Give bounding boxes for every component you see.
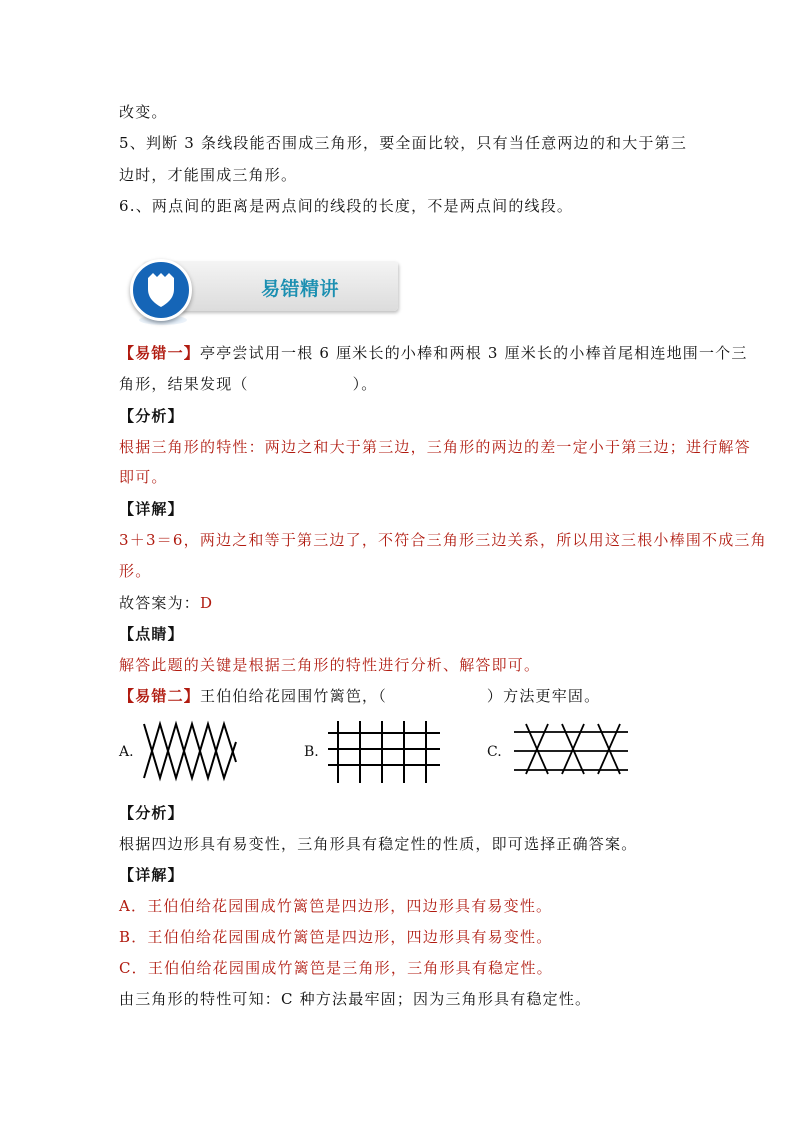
q1-text-2a: 角形，结果发现（	[119, 375, 249, 393]
q1-analysis-1: 根据三角形的特性：两边之和大于第三边，三角形的两边的差一定小于第三边；进行解答	[119, 438, 751, 456]
q1-answer: D	[200, 594, 214, 612]
q2-detail-a: A．王伯伯给花园围成竹篱笆是四边形，四边形具有易变性。	[119, 897, 553, 915]
q2-analysis-tag: 【分析】	[119, 804, 184, 822]
q1-detail-2: 形。	[119, 562, 152, 580]
q1-detail-1: 3＋3＝6，两边之和等于第三边了，不符合三角形三边关系，所以用这三根小棒围不成三角	[119, 531, 767, 549]
q2-line-1	[119, 686, 600, 706]
q1-detail-tag: 【详解】	[119, 500, 184, 518]
text-line-2: 5、判断 3 条线段能否围成三角形，要全面比较，只有当任意两边的和大于第三	[119, 134, 688, 152]
q2-detail-c: C．王伯伯给花园围成竹篱笆是三角形，三角形具有稳定性。	[119, 959, 553, 977]
fence-figure-c	[512, 720, 630, 776]
q1-analysis-tag: 【分析】	[119, 407, 184, 425]
option-b-label: B.	[304, 744, 319, 760]
q1-text-2b: ）。	[352, 375, 378, 393]
text-line-1: 改变。	[119, 103, 168, 121]
banner-title: 易错精讲	[261, 278, 340, 300]
q2-detail-b: B．王伯伯给花园围成竹篱笆是四边形，四边形具有易变性。	[119, 928, 553, 946]
option-a-label: A.	[119, 744, 134, 760]
fence-figure-b	[326, 719, 442, 785]
q2-text-b: ）方法更牢固。	[486, 687, 601, 705]
text-line-3: 边时，才能围成三角形。	[119, 166, 298, 184]
q2-detail-tag: 【详解】	[119, 866, 184, 884]
q2-text-a: 王伯伯给花园围竹篱笆，（	[200, 687, 387, 705]
text-line-4: 6.、两点间的距离是两点间的线段的长度，不是两点间的线段。	[119, 197, 574, 215]
q2-conclusion: 由三角形的特性可知：C 种方法最牢固；因为三角形具有稳定性。	[119, 990, 592, 1008]
section-banner	[121, 257, 401, 323]
q1-line-2	[119, 374, 378, 394]
q1-analysis-2: 即可。	[119, 468, 168, 486]
option-c-label: C.	[487, 744, 502, 760]
q1-answer-label: 故答案为：	[119, 594, 201, 612]
shield-icon	[133, 262, 189, 318]
q1-point: 解答此题的关键是根据三角形的特性进行分析、解答即可。	[119, 656, 541, 674]
shield-badge	[130, 259, 192, 321]
q1-text-1: 亭亭尝试用一根 6 厘米长的小棒和两根 3 厘米长的小棒首尾相连地围一个三	[200, 344, 748, 362]
fence-figure-a	[140, 722, 240, 780]
q1-line-1	[119, 343, 748, 363]
q1-tag: 【易错一】	[119, 344, 201, 362]
q1-answer-line	[119, 593, 213, 613]
q2-tag: 【易错二】	[119, 687, 201, 705]
q2-analysis: 根据四边形具有易变性，三角形具有稳定性的性质，即可选择正确答案。	[119, 835, 638, 853]
q1-point-tag: 【点睛】	[119, 625, 184, 643]
